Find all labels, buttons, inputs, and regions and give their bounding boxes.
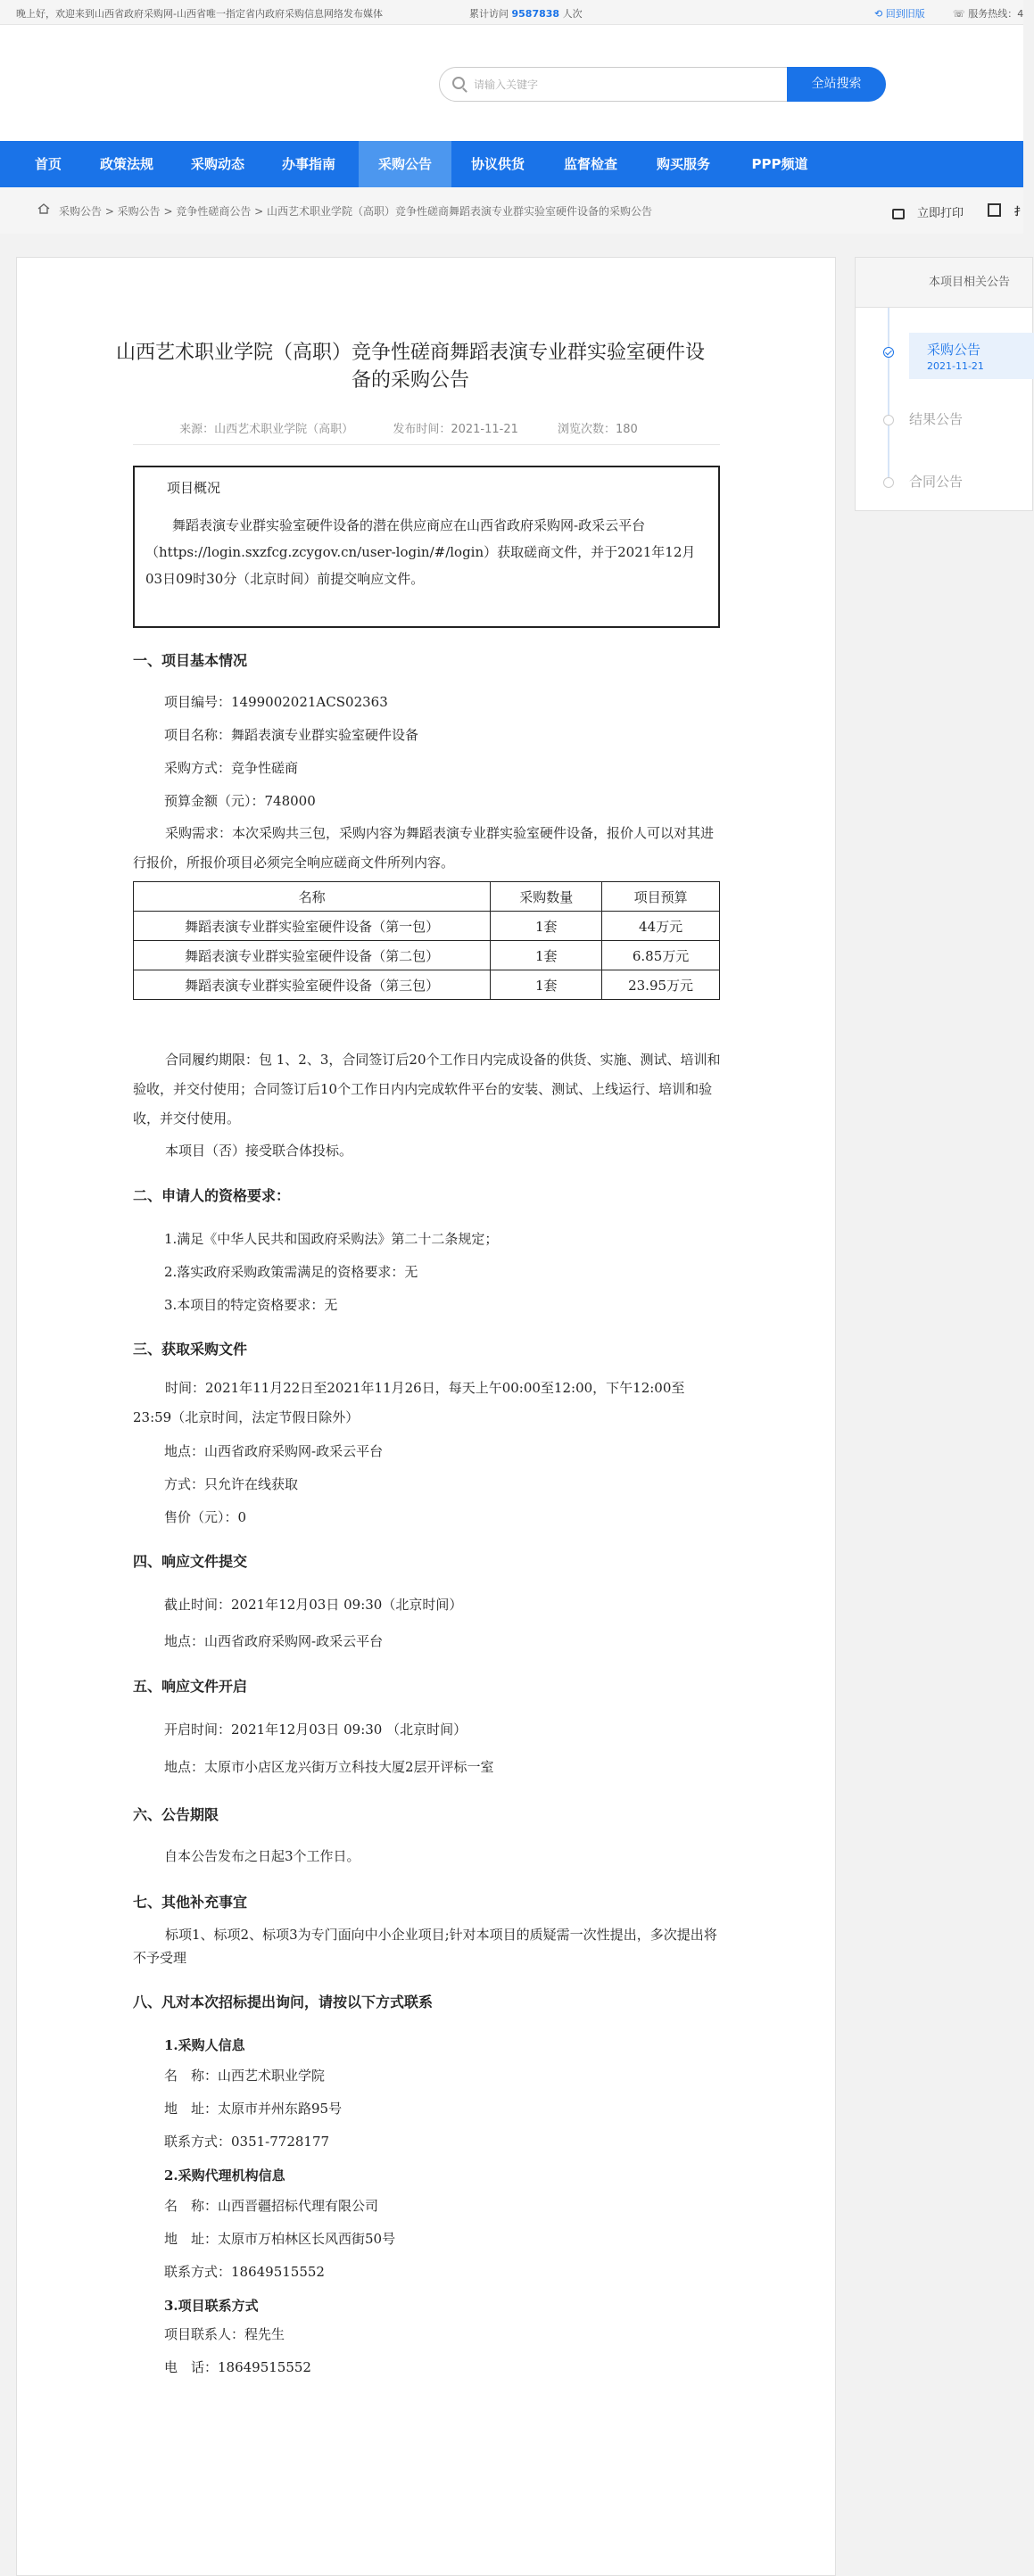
header: [0, 25, 1023, 141]
opening-place: 地点：太原市小店区龙兴街万立科技大厦2层开评标一室: [164, 1759, 494, 1775]
qualification-item: 3.本项目的特定资格要求：无: [164, 1297, 338, 1313]
table-cell: 44万元: [602, 912, 720, 941]
timeline-dot: [883, 477, 894, 488]
section-2-heading: 二、申请人的资格要求：: [133, 1187, 291, 1204]
nav-agreement-supply[interactable]: 协议供货: [470, 156, 525, 172]
print-button[interactable]: 立即打印: [892, 203, 964, 220]
project-contact-phone: 电 话：18649515552: [164, 2359, 311, 2375]
section-7-heading: 七、其他补充事宜: [133, 1894, 248, 1911]
section-5-heading: 五、响应文件开启: [133, 1678, 248, 1695]
article-meta: [132, 419, 685, 436]
nav-policy[interactable]: 政策法规: [99, 156, 153, 172]
nav-purchase-service[interactable]: 购买服务: [656, 156, 710, 172]
table-cell: 舞蹈表演专业群实验室硬件设备（第三包）: [134, 970, 491, 1000]
agent-name: 名 称：山西晋疆招标代理有限公司: [164, 2198, 379, 2214]
submission-place: 地点：山西省政府采购网-政采云平台: [164, 1633, 384, 1649]
section-1-heading: 一、项目基本情况: [133, 652, 248, 669]
panel-title: 本项目相关公告: [856, 258, 1032, 308]
search-box: [439, 67, 886, 102]
submission-deadline: 截止时间：2021年12月03日 09:30（北京时间）: [164, 1597, 463, 1613]
article-views: 浏览次数：180: [558, 423, 638, 436]
step-purchase-announcement[interactable]: 采购公告 2021-11-21: [909, 333, 1034, 379]
nav-ppp[interactable]: PPP频道: [751, 156, 808, 172]
overview-text: 舞蹈表演专业群实验室硬件设备的潜在供应商应在山西省政府采购网-政采云平台（https://login.sxzfcg.zcygov.cn/user-login/#/login）获取磋商文件，并于2021年12月03日09时30分（北京时间）前提交响应文件。: [145, 517, 696, 587]
visit-counter: 累计访问 9587838 人次: [469, 8, 583, 20]
nav-announcements[interactable]: 采购公告: [359, 141, 451, 187]
table-cell: 1套: [491, 912, 602, 941]
phone-icon: ☏: [953, 8, 965, 20]
section-8-heading: 八、凡对本次招标提出询问，请按以下方式联系: [133, 1994, 434, 2010]
section-4-heading: 四、响应文件提交: [133, 1553, 248, 1570]
visit-count: 9587838: [511, 8, 560, 20]
table-cell: 1套: [491, 941, 602, 970]
article-publish-time: 发布时间：2021-11-21: [393, 423, 518, 436]
table-row: [134, 941, 720, 970]
site-search-button[interactable]: 全站搜索: [787, 67, 886, 102]
divider: [133, 444, 720, 445]
document-place: 地点：山西省政府采购网-政采云平台: [164, 1443, 384, 1459]
budget-amount: 预算金额（元）：748000: [164, 793, 316, 809]
qualification-item: 1.满足《中华人民共和国政府采购法》第二十二条规定；: [164, 1231, 499, 1247]
document-way: 方式：只允许在线获取: [164, 1476, 299, 1492]
table-cell: 23.95万元: [602, 970, 720, 1000]
old-version-link[interactable]: ⟲ 回到旧版: [874, 8, 925, 20]
table-row: [134, 912, 720, 941]
buyer-phone: 联系方式：0351-7728177: [164, 2134, 330, 2150]
budget-table: [133, 881, 720, 1000]
table-header: 项目预算: [602, 882, 720, 912]
project-contact-heading: 3.项目联系方式: [164, 2298, 259, 2314]
table-cell: 1套: [491, 970, 602, 1000]
nav-supervision[interactable]: 监督检查: [563, 156, 617, 172]
project-contact-person: 项目联系人：程先生: [164, 2326, 285, 2342]
section-3-heading: 三、获取采购文件: [133, 1341, 248, 1358]
table-header-row: [134, 882, 720, 912]
related-announcements-panel: [855, 257, 1033, 511]
agent-phone: 联系方式：18649515552: [164, 2264, 325, 2280]
table-cell: 舞蹈表演专业群实验室硬件设备（第一包）: [134, 912, 491, 941]
nav-home[interactable]: 首页: [34, 156, 62, 172]
breadcrumb: [0, 187, 1026, 234]
table-row: [134, 970, 720, 1000]
service-hotline: ☏ 服务热线：4: [953, 8, 1024, 20]
procurement-method: 采购方式：竞争性磋商: [164, 760, 299, 776]
supplementary-note: 标项1、标项2、标项3为专门面向中小企业项目;针对本项目的质疑需一次性提出，多次提出将不予受理: [133, 1927, 717, 1966]
consortium-note: 本项目（否）接受联合体投标。: [165, 1143, 353, 1159]
search-input[interactable]: [474, 75, 741, 95]
project-name: 项目名称：舞蹈表演专业群实验室硬件设备: [164, 727, 419, 743]
opening-time: 开启时间：2021年12月03日 09:30 （北京时间）: [164, 1721, 467, 1738]
home-icon[interactable]: [37, 203, 50, 214]
table-header: 名称: [134, 882, 491, 912]
announcement-period: 自本公告发布之日起3个工作日。: [164, 1848, 360, 1864]
buyer-name: 名 称：山西艺术职业学院: [164, 2068, 326, 2084]
document-price: 售价（元）：0: [164, 1509, 247, 1525]
breadcrumb-path[interactable]: 采购公告 > 采购公告 > 竞争性磋商公告 > 山西艺术职业学院（高职）竞争性磋商舞蹈表演专业群实验室硬件设备的采购公告: [59, 205, 653, 218]
agent-address: 地 址：太原市万柏林区长风西街50号: [164, 2231, 396, 2247]
table-header: 采购数量: [491, 882, 602, 912]
qr-code-icon[interactable]: [988, 203, 1001, 217]
search-icon: [452, 77, 465, 89]
nav-news[interactable]: 采购动态: [190, 156, 244, 172]
table-cell: 6.85万元: [602, 941, 720, 970]
buyer-info-heading: 1.采购人信息: [164, 2037, 245, 2053]
qualification-item: 2.落实政府采购政策需满足的资格要求：无: [164, 1264, 418, 1280]
table-cell: 舞蹈表演专业群实验室硬件设备（第二包）: [134, 941, 491, 970]
project-code: 项目编号：1499002021ACS02363: [164, 694, 388, 710]
truncated-action[interactable]: 扌: [1014, 205, 1026, 218]
return-icon: ⟲: [874, 8, 883, 20]
section-6-heading: 六、公告期限: [133, 1806, 219, 1823]
article-title: 山西艺术职业学院（高职）竞争性磋商舞蹈表演专业群实验室硬件设备的采购公告: [115, 342, 705, 392]
step-result-announcement[interactable]: 结果公告: [909, 411, 964, 427]
document-time: 时间：2021年11月22日至2021年11月26日，每天上午00:00至12:00，下午12:00至23:59（北京时间，法定节假日除外）: [133, 1380, 685, 1425]
procurement-demand: 采购需求：本次采购共三包，采购内容为舞蹈表演专业群实验室硬件设备，报价人可以对其进行报价，所报价项目必须完全响应磋商文件所列内容。: [133, 825, 715, 871]
timeline-line: [888, 308, 889, 486]
nav-guide[interactable]: 办事指南: [281, 156, 335, 172]
contract-period: 合同履约期限：包 1、2、3，合同签订后20个工作日内完成设备的供货、实施、测试、培训和验收，并交付使用；合同签订后10个工作日内内完成软件平台的安装、测试、上线运行、培训和验收，并交付使用。: [133, 1052, 721, 1127]
timeline-dot-active: [883, 347, 894, 358]
timeline-dot: [883, 415, 894, 425]
welcome-text: 晚上好，欢迎来到山西省政府采购网-山西省唯一指定省内政府采购信息网络发布媒体: [16, 8, 383, 20]
top-bar: [0, 0, 1023, 25]
printer-icon: [892, 209, 905, 219]
step-contract-announcement[interactable]: 合同公告: [909, 474, 964, 490]
buyer-address: 地 址：太原市并州东路95号: [164, 2101, 343, 2117]
overview-heading: 项目概况: [167, 480, 221, 496]
main-nav: [0, 141, 1023, 187]
project-overview-box: [133, 466, 720, 628]
agent-info-heading: 2.采购代理机构信息: [164, 2167, 285, 2184]
article-source: 来源：山西艺术职业学院（高职）: [179, 423, 354, 436]
